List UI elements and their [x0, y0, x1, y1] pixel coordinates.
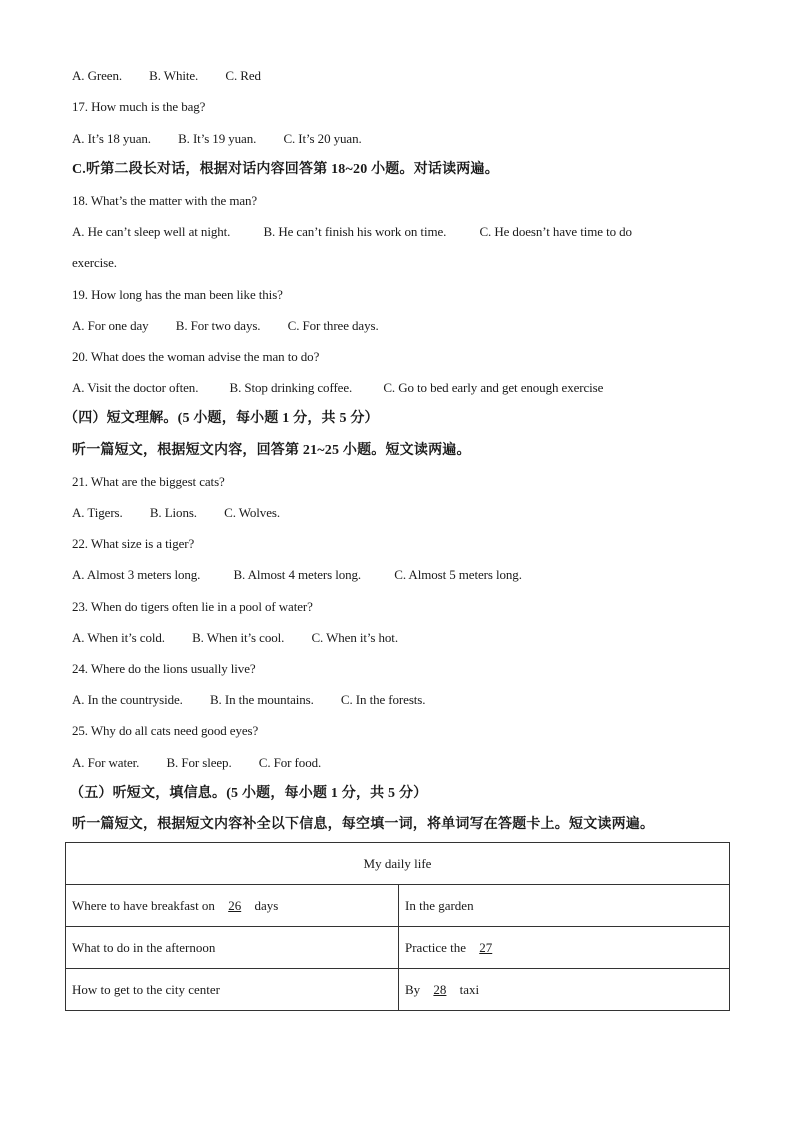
q18-question: 18. What’s the matter with the man? [72, 193, 258, 208]
q21-option-c: C. Wolves. [224, 505, 280, 520]
q20-option-c: C. Go to bed early and get enough exercise [383, 380, 604, 395]
q24-option-b: B. In the mountains. [209, 692, 314, 707]
q24-option-a: A. In the countryside. [72, 692, 183, 707]
q16-option-b: B. White. [149, 68, 199, 83]
q23-options [72, 630, 422, 646]
q21-options [72, 505, 304, 521]
q25-option-c: C. For food. [258, 755, 322, 770]
blank-28: 28 [433, 981, 447, 997]
q22-option-c: C. Almost 5 meters long. [394, 567, 522, 582]
q20-question: 20. What does the woman advise the man to do? [72, 349, 320, 364]
table-cell-left [66, 885, 399, 927]
q25-option-b: B. For sleep. [166, 755, 232, 770]
q25-options [72, 755, 345, 771]
table-cell-right [399, 969, 730, 1011]
q19-option-c: C. For three days. [287, 318, 379, 333]
q17-question: 17. How much is the bag? [72, 99, 206, 114]
q23-option-c: C. When it’s hot. [311, 630, 398, 645]
part4-heading: （四）短文理解。(5 小题，每小题 1 分，共 5 分） [64, 411, 379, 426]
q21-option-b: B. Lions. [149, 505, 197, 520]
q16-option-c: C. Red [225, 68, 261, 83]
q24-options [72, 692, 449, 708]
q23-question: 23. When do tigers often lie in a pool of water? [72, 599, 313, 614]
cell-text: Where to have breakfast on [72, 897, 215, 913]
section-c-heading: C.听第二段长对话，根据对话内容回答第 18~20 小题。对话读两遍。 [72, 162, 499, 177]
cell-text: By [405, 981, 421, 997]
q23-option-b: B. When it’s cool. [192, 630, 285, 645]
q16-options [72, 68, 285, 84]
q20-option-a: A. Visit the doctor often. [72, 380, 199, 395]
q25-option-a: A. For water. [72, 755, 140, 770]
cell-text: What to do in the afternoon [72, 939, 216, 955]
q22-question: 22. What size is a tiger? [72, 536, 195, 551]
q18-option-c: C. He doesn’t have time to do [479, 224, 632, 239]
q17-option-c: C. It’s 20 yuan. [283, 131, 362, 146]
q20-option-b: B. Stop drinking coffee. [229, 380, 353, 395]
q20-options [72, 380, 627, 396]
blank-26: 26 [228, 897, 242, 913]
daily-life-table [65, 842, 730, 1011]
table-row [66, 927, 730, 969]
part4-instruction: 听一篇短文，根据短文内容，回答第 21~25 小题。短文读两遍。 [72, 443, 471, 458]
q18-option-b: B. He can’t finish his work on time. [263, 224, 447, 239]
part5-heading: （五）听短文，填信息。(5 小题，每小题 1 分，共 5 分） [70, 786, 428, 801]
q21-option-a: A. Tigers. [72, 505, 123, 520]
cell-text: How to get to the city center [72, 981, 221, 997]
q18-option-a: A. He can’t sleep well at night. [72, 224, 231, 239]
table-row [66, 969, 730, 1011]
table-cell-right [399, 885, 730, 927]
q17-option-b: B. It’s 19 yuan. [178, 131, 257, 146]
q19-option-a: A. For one day [72, 318, 149, 333]
q22-option-a: A. Almost 3 meters long. [72, 567, 201, 582]
q19-option-b: B. For two days. [175, 318, 261, 333]
q19-question: 19. How long has the man been like this? [72, 287, 283, 302]
table-cell-right [399, 927, 730, 969]
q25-question: 25. Why do all cats need good eyes? [72, 723, 259, 738]
table-cell-left [66, 969, 399, 1011]
q24-question: 24. Where do the lions usually live? [72, 661, 256, 676]
table-row [66, 885, 730, 927]
q17-option-a: A. It’s 18 yuan. [72, 131, 151, 146]
cell-text: taxi [459, 981, 480, 997]
q24-option-c: C. In the forests. [340, 692, 426, 707]
cell-text: Practice the [405, 939, 466, 955]
table-title: My daily life [66, 843, 730, 885]
q18-options [72, 224, 656, 240]
cell-text: days [254, 897, 279, 913]
q22-option-b: B. Almost 4 meters long. [233, 567, 362, 582]
table-cell-left [66, 927, 399, 969]
q21-question: 21. What are the biggest cats? [72, 474, 225, 489]
cell-text: In the garden [405, 897, 474, 913]
q17-options [72, 131, 386, 147]
q22-options [72, 567, 546, 583]
q23-option-a: A. When it’s cold. [72, 630, 165, 645]
part5-instruction: 听一篇短文，根据短文内容补全以下信息，每空填一词，将单词写在答题卡上。短文读两遍。 [72, 817, 655, 832]
q16-option-a: A. Green. [72, 68, 122, 83]
q19-options [72, 318, 403, 334]
q18-option-c-continuation: exercise. [72, 255, 117, 270]
table-title-row [66, 843, 730, 885]
blank-27: 27 [479, 939, 493, 955]
